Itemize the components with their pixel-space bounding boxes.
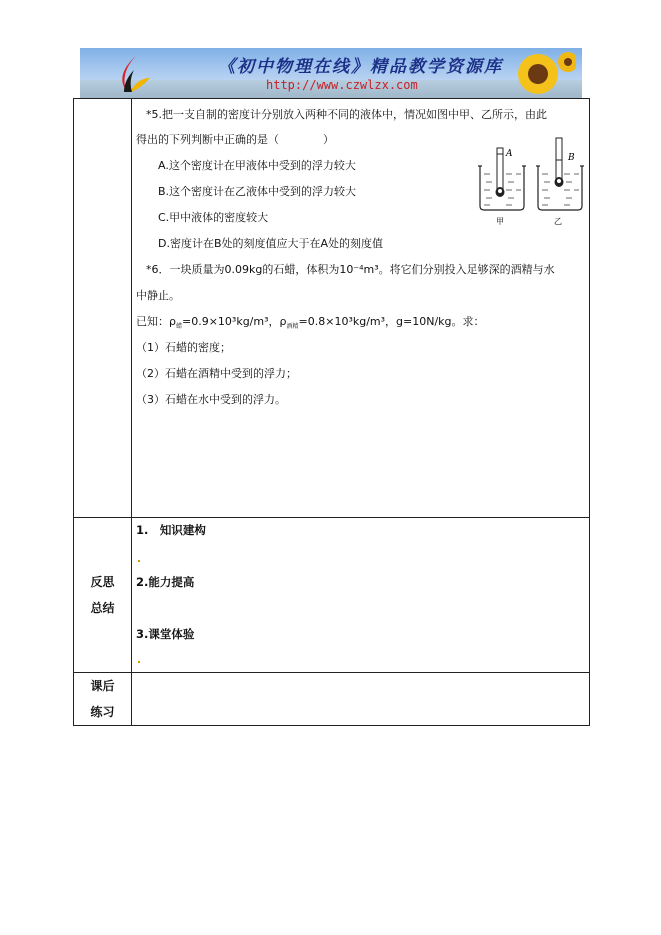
q5-stem-line2: 得出的下列判断中正确的是（ ）: [136, 133, 334, 146]
homework-label-cell: [74, 673, 132, 726]
q6-part-3: （3）石蜡在水中受到的浮力。: [136, 393, 286, 406]
reflection-item-2: 2.能力提高: [136, 575, 195, 589]
reflection-label-line1: 反思: [90, 575, 115, 589]
q5-option-c: C.甲中液体的密度较大: [158, 211, 269, 224]
q6-known-prefix: 已知：ρ: [136, 315, 176, 328]
q6-known-sub2: 酒精: [286, 323, 299, 331]
marker-dot: [138, 661, 140, 663]
header-banner: [80, 48, 582, 98]
q6-part-1: （1）石蜡的密度；: [136, 341, 231, 354]
banner-url[interactable]: http://www.czwlzx.com: [266, 78, 418, 92]
banner-title: 《初中物理在线》精品教学资源库: [218, 57, 503, 77]
q6-known-mid1: =0.9×10³kg/m³，ρ: [182, 315, 287, 328]
reflection-label-line2: 总结: [90, 601, 115, 615]
exercise-label-cell: [74, 99, 132, 518]
reflection-label-cell: [74, 518, 132, 673]
q6-known: [136, 315, 485, 333]
marker-dot: [138, 560, 140, 562]
q5-stem-line1: *5.把一支自制的密度计分别放入两种不同的液体中，情况如图中甲、乙所示，由此: [146, 108, 547, 121]
q6-known-rest: =0.8×10³kg/m³，g=10N/kg。求：: [298, 315, 485, 328]
reflection-item-1: 1. 知识建构: [136, 523, 206, 537]
beaker-jia: [478, 148, 526, 210]
reflection-item-3: 3.课堂体验: [136, 627, 195, 641]
beaker-yi: [536, 138, 584, 210]
hydrometer-figure: [476, 136, 586, 228]
homework-content-cell: [132, 673, 590, 726]
q5-option-b: B.这个密度计在乙液体中受到的浮力较大: [158, 185, 357, 198]
label-b: B: [568, 153, 575, 163]
caption-jia: 甲: [496, 217, 504, 226]
reflection-content-cell: [132, 518, 590, 673]
homework-label-line1: 课后: [90, 679, 115, 693]
q6-known-sub1: 蜡: [175, 323, 182, 331]
site-logo-icon: [110, 52, 154, 96]
caption-yi: 乙: [554, 217, 562, 226]
q6-stem-line2: 中静止。: [136, 289, 180, 302]
q6-stem-line1: *6．一块质量为0.09kg的石蜡，体积为10⁻⁴m³。将它们分别投入足够深的酒精与水: [146, 263, 555, 276]
homework-label-line2: 练习: [90, 705, 115, 719]
q5-option-d: D.密度计在B处的刻度值应大于在A处的刻度值: [158, 237, 384, 250]
sunflower-icon: [506, 50, 576, 98]
q6-part-2: （2）石蜡在酒精中受到的浮力；: [136, 367, 297, 380]
q5-option-a: A.这个密度计在甲液体中受到的浮力较大: [158, 159, 356, 172]
label-a: A: [506, 149, 513, 159]
